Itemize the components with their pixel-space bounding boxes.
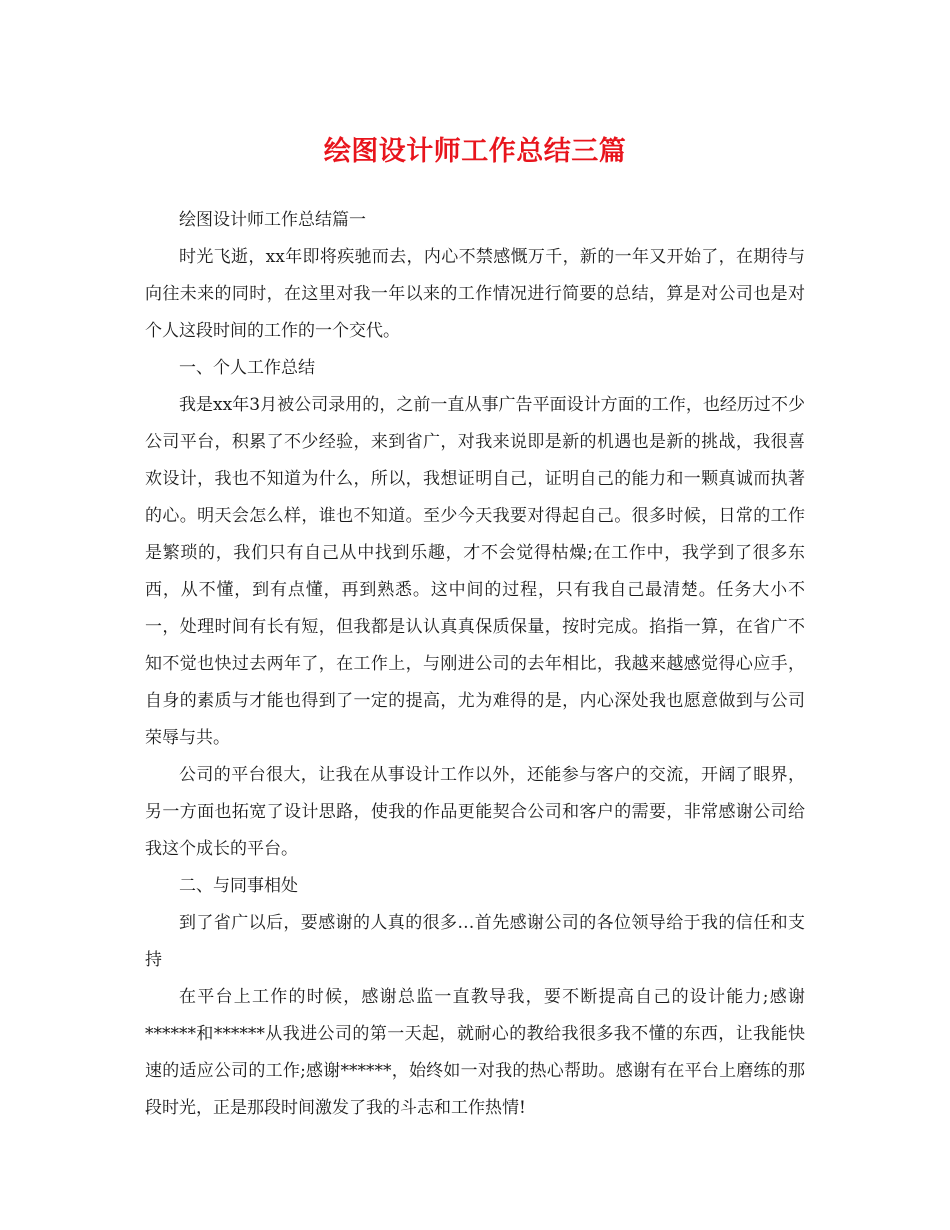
section-heading-part-one: 绘图设计师工作总结篇一 — [179, 210, 366, 230]
paragraph-personal-work: 我是xx年3月被公司录用的，之前一直从事广告平面设计方面的工作，也经历过不少公司平台，积累了不少经验，来到省广，对我来说即是新的机遇也是新的挑战，我很喜欢设计，我也不知道为什么，所以，我想证明自己，证明自己的能力和一颗真诚而执著的心。明天会怎么样，谁也不知道。至少今天我要对得起自己。很多时候，日常的工作是繁琐的，我们只有自己从中找到乐趣，才不会觉得枯燥;在工作中，我学到了很多东西，从不懂，到有点懂，再到熟悉。这中间的过程，只有我自己最清楚。任务大小不一，处理时间有长有短，但我都是认认真真保质保量，按时完成。掐指一算，在省广不知不觉也快过去两年了，在工作上，与刚进公司的去年相比，我越来越感觉得心应手，自身的素质与才能也得到了一定的提高，尤为难得的是，内心深处我也愿意做到与公司荣辱与共。 — [145, 395, 805, 748]
document-body — [145, 202, 805, 1127]
paragraph-thanks-colleagues: 在平台上工作的时候，感谢总监一直教导我，要不断提高自己的设计能力;感谢******和******从我进公司的第一天起，就耐心的教给我很多我不懂的东西，让我能快速的适应公司的工作;感谢******，始终如一对我的热心帮助。感谢有在平台上磨练的那段时光，正是那段时间激发了我的斗志和工作热情! — [145, 987, 805, 1118]
section-heading-colleagues: 二、与同事相处 — [179, 876, 298, 896]
section-heading-personal-summary: 一、个人工作总结 — [179, 358, 315, 378]
paragraph-company-platform: 公司的平台很大，让我在从事设计工作以外，还能参与客户的交流，开阔了眼界，另一方面也拓宽了设计思路，使我的作品更能契合公司和客户的需要，非常感谢公司给我这个成长的平台。 — [145, 765, 805, 859]
paragraph-intro: 时光飞逝，xx年即将疾驰而去，内心不禁感慨万千，新的一年又开始了，在期待与向往未来的同时，在这里对我一年以来的工作情况进行简要的总结，算是对公司也是对个人这段时间的工作的一个交代。 — [145, 247, 805, 341]
paragraph-thanks-leaders: 到了省广以后，要感谢的人真的很多…首先感谢公司的各位领导给于我的信任和支持 — [145, 913, 805, 970]
document-title: 绘图设计师工作总结三篇 — [323, 136, 627, 167]
